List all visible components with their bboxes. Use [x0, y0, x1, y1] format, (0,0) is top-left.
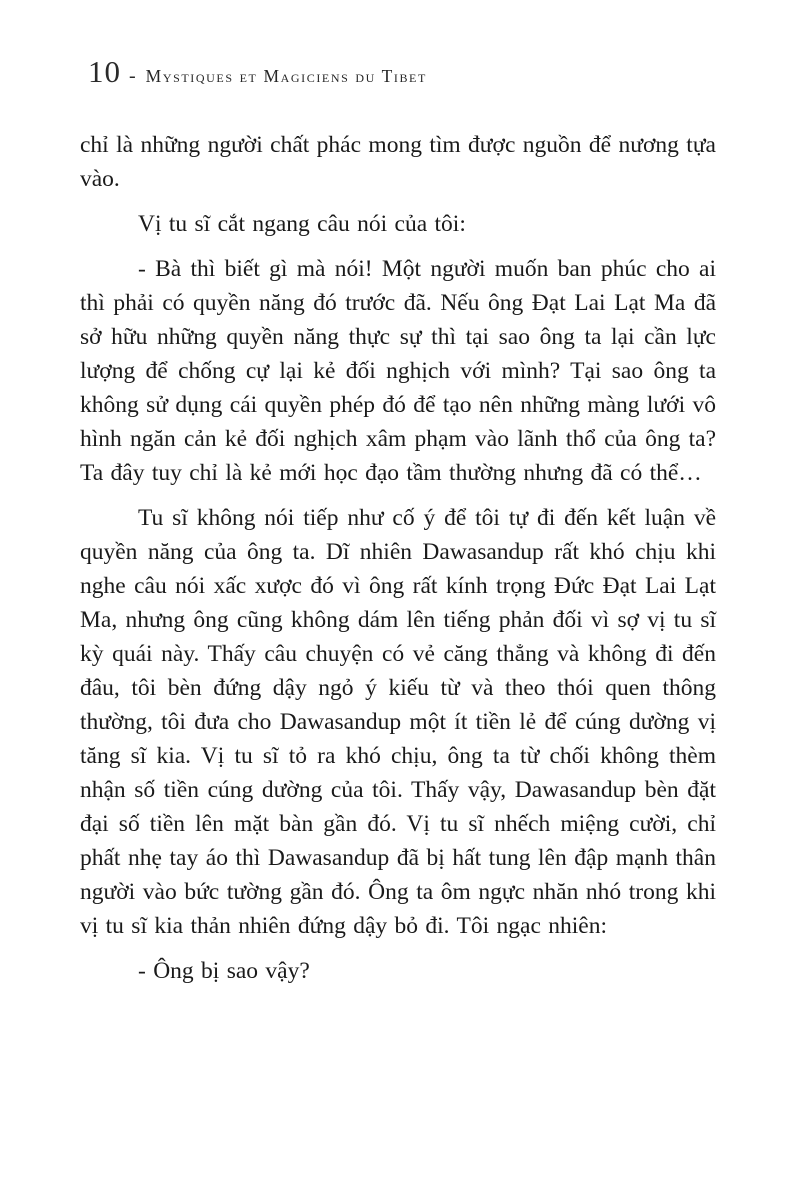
page-text-block	[80, 128, 716, 999]
page-header	[88, 54, 427, 90]
paragraph-dialogue: - Ông bị sao vậy?	[138, 958, 310, 984]
header-separator: -	[129, 65, 136, 87]
paragraph: chỉ là những người chất phác mong tìm được nguồn để nương tựa vào.	[80, 132, 716, 192]
book-title: Mystiques et Magiciens du Tibet	[145, 66, 427, 86]
paragraph: Tu sĩ không nói tiếp như cố ý để tôi tự đi đến kết luận về quyền năng của ông ta. Dĩ nhiên Dawasandup rất khó chịu khi nghe câu nói xấc xược đó vì ông rất kính trọng Đức Đạt Lai Lạt Ma, nhưng ông cũng không dám lên tiếng phản đối vì sợ vị tu sĩ kỳ quái này. Thấy câu chuyện có vẻ căng thẳng và không đi đến đâu, tôi bèn đứng dậy ngỏ ý kiếu từ và theo thói quen thông thường, tôi đưa cho Dawasandup một ít tiền lẻ để cúng dường vị tăng sĩ kia. Vị tu sĩ tỏ ra khó chịu, ông ta từ chối không thèm nhận số tiền cúng dường của tôi. Thấy vậy, Dawasandup bèn đặt đại số tiền lên mặt bàn gần đó. Vị tu sĩ nhếch miệng cười, chỉ phất nhẹ tay áo thì Dawasandup đã bị hất tung lên đập mạnh thân người vào bức tường gần đó. Ông ta ôm ngực nhăn nhó trong khi vị tu sĩ kia thản nhiên đứng dậy bỏ đi. Tôi ngạc nhiên:	[80, 505, 716, 939]
page-number: 10	[88, 54, 121, 89]
paragraph: Vị tu sĩ cắt ngang câu nói của tôi:	[138, 211, 466, 237]
paragraph-dialogue: - Bà thì biết gì mà nói! Một người muốn ban phúc cho ai thì phải có quyền năng đó trước đã. Nếu ông Đạt Lai Lạt Ma đã sở hữu những quyền năng thực sự thì tại sao ông ta lại cần lực lượng để chống cự lại kẻ đối nghịch với mình? Tại sao ông ta không sử dụng cái quyền phép đó để tạo nên những màng lưới vô hình ngăn cản kẻ đối nghịch xâm phạm vào lãnh thổ của ông ta? Ta đây tuy chỉ là kẻ mới học đạo tầm thường nhưng đã có thể…	[80, 256, 716, 486]
